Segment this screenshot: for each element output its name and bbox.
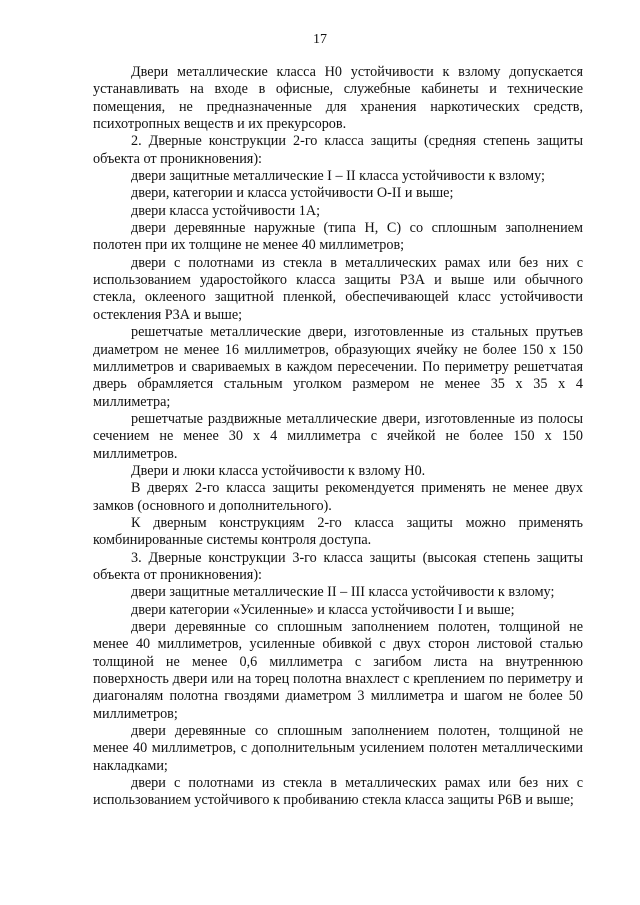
document-body bbox=[93, 64, 583, 810]
list-item-doors-o-ii: двери, категории и класса устойчивости О-II и выше; bbox=[131, 185, 454, 202]
paragraph-section-3-heading: 3. Дверные конструкции 3-го класса защиты (высокая степень защиты объекта от проникновения): bbox=[93, 549, 583, 583]
list-item-wooden-metal-overlay-doors: двери деревянные со сплошным заполнением полотен, толщиной не менее 40 миллиметров, с дополнительным усилением полотен металлическими накладками; bbox=[93, 723, 583, 774]
list-item-wooden-outer-doors: двери деревянные наружные (типа Н, С) со сплошным заполнением полотен при их толщине не менее 40 миллиметров; bbox=[93, 220, 583, 254]
paragraph-access-control: К дверным конструкциям 2-го класса защиты можно применять комбинированные системы контроля доступа. bbox=[93, 514, 583, 549]
paragraph-doors-class-h0-offices: Двери металлические класса Н0 устойчивости к взлому допускается устанавливать на входе в офисные, служебные кабинеты и технические помещения, не предназначенные для хранения наркотических средств, психотропных веществ и их прекурсоров. bbox=[93, 64, 583, 133]
list-item-sliding-lattice-doors: решетчатые раздвижные металлические двери, изготовленные из полосы сечением не менее 30 х 4 миллиметра с ячейкой не более 150 х 150 миллиметров. bbox=[93, 410, 583, 462]
list-item-glass-doors-p6b: двери с полотнами из стекла в металлических рамах или без них с использованием устойчивого к пробиванию стекла класса защиты Р6В и выше; bbox=[93, 775, 583, 809]
list-item-lattice-doors: решетчатые металлические двери, изготовленные из стальных прутьев диаметром не менее 16 миллиметров, образующих ячейку не более 150 х 150 миллиметров и свариваемых в каждом пересечении. По периметру решетчатая дверь обрамляется стальным уголком размером не менее 35 х 35 х 4 миллиметра; bbox=[93, 324, 583, 410]
page-number: 17 bbox=[313, 32, 327, 47]
list-item-doors-1a: двери класса устойчивости 1А; bbox=[131, 202, 321, 219]
list-item-doors-hatches-h0: Двери и люки класса устойчивости к взлому Н0. bbox=[131, 462, 426, 479]
paragraph-section-2-heading: 2. Дверные конструкции 2-го класса защиты (средняя степень защиты объекта от проникновения): bbox=[93, 133, 583, 167]
list-item-glass-doors-p3a: двери с полотнами из стекла в металлических рамах или без них с использованием ударостойкого класса защиты Р3А и выше или обычного стекла, оклееного защитной пленкой, обеспечивающей класс устойчивости остекления Р3А и выше; bbox=[93, 254, 583, 323]
list-item-protective-doors-i-ii: двери защитные металлические I – II класса устойчивости к взлому; bbox=[131, 168, 545, 185]
paragraph-locks-recommendation: В дверях 2-го класса защиты рекомендуется применять не менее двух замков (основного и дополнительного). bbox=[93, 480, 583, 514]
list-item-reinforced-doors: двери категории «Усиленные» и класса устойчивости I и выше; bbox=[131, 601, 515, 618]
list-item-protective-doors-ii-iii: двери защитные металлические II – III класса устойчивости к взлому; bbox=[131, 584, 555, 601]
list-item-wooden-steel-clad-doors: двери деревянные со сплошным заполнением полотен, толщиной не менее 40 миллиметров, усиленные обивкой с двух сторон листовой сталью толщиной не менее 0,6 миллиметра с загибом листа на внутреннюю поверхность двери или на торец полотна внахлест с креплением по периметру и диагоналям полотна гвоздями диаметром 3 миллиметра и шагом не более 50 миллиметров; bbox=[93, 619, 583, 722]
